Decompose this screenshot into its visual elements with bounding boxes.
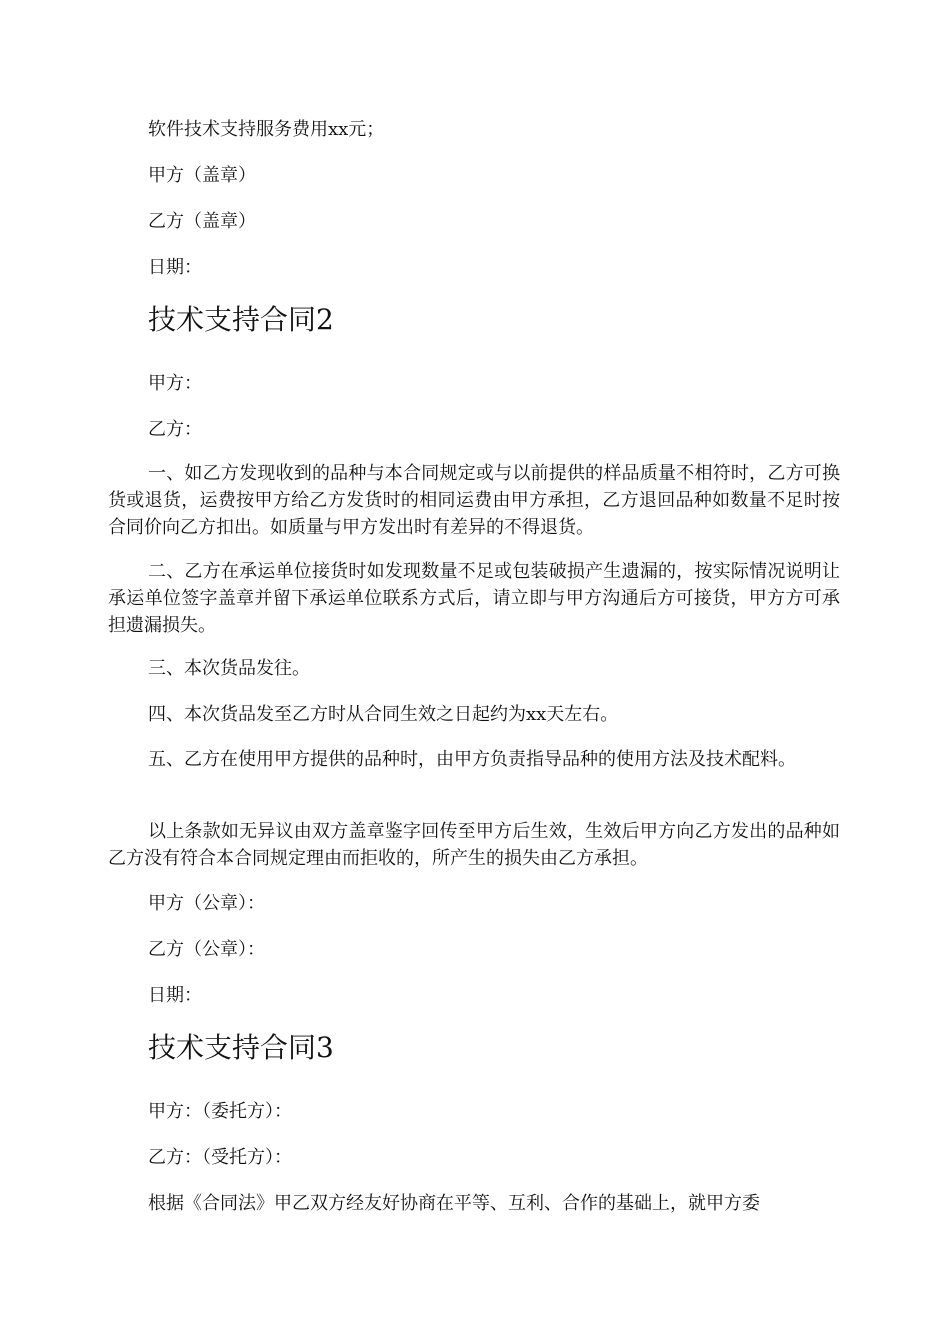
contract-2-party-a: 甲方：: [148, 373, 202, 394]
contract-2-clause-1: 一、如乙方发现收到的品种与本合同规定或与以前提供的样品质量不相符时，乙方可换货或退货，运费按甲方给乙方发货时的相同运费由甲方承担，乙方退回品种如数量不足时按合同价向乙方扣出。如质量与甲方发出时有差异的不得退货。: [108, 463, 840, 538]
date-line: 日期：: [148, 257, 202, 278]
contract-2-closing-clause: 以上条款如无异议由双方盖章鉴字回传至甲方后生效，生效后甲方向乙方发出的品种如乙方没有符合本合同规定理由而拒收的，所产生的损失由乙方承担。: [108, 821, 840, 869]
contract-3-party-b: 乙方：（受托方）：: [148, 1147, 292, 1168]
contract-3-intro: 根据《合同法》甲乙双方经友好协商在平等、互利、合作的基础上，就甲方委: [148, 1193, 760, 1214]
contract-3-title: 技术支持合同3: [148, 1031, 334, 1064]
contract-2-title: 技术支持合同2: [148, 303, 334, 336]
contract-3-party-a: 甲方：（委托方）：: [148, 1101, 292, 1122]
contract-2-party-b-seal: 乙方（公章）：: [148, 939, 265, 960]
contract-2-clause-5: 五、乙方在使用甲方提供的品种时，由甲方负责指导品种的使用方法及技术配料。: [148, 749, 796, 770]
contract-2-clause-4: 四、本次货品发至乙方时从合同生效之日起约为xx天左右。: [148, 704, 619, 725]
contract-2-date: 日期：: [148, 985, 202, 1006]
contract-2-party-b: 乙方：: [148, 419, 202, 440]
party-a-seal-line: 甲方（盖章）: [148, 165, 256, 186]
contract-2-party-a-seal: 甲方（公章）：: [148, 893, 265, 914]
fee-line: 软件技术支持服务费用xx元；: [148, 119, 385, 140]
contract-2-clause-3: 三、本次货品发往。: [148, 658, 310, 679]
party-b-seal-line: 乙方（盖章）: [148, 211, 256, 232]
contract-2-clause-2: 二、乙方在承运单位接货时如发现数量不足或包装破损产生遗漏的，按实际情况说明让承运单位签字盖章并留下承运单位联系方式后，请立即与甲方沟通后方可接货，甲方方可承担遗漏损失。: [108, 561, 840, 636]
